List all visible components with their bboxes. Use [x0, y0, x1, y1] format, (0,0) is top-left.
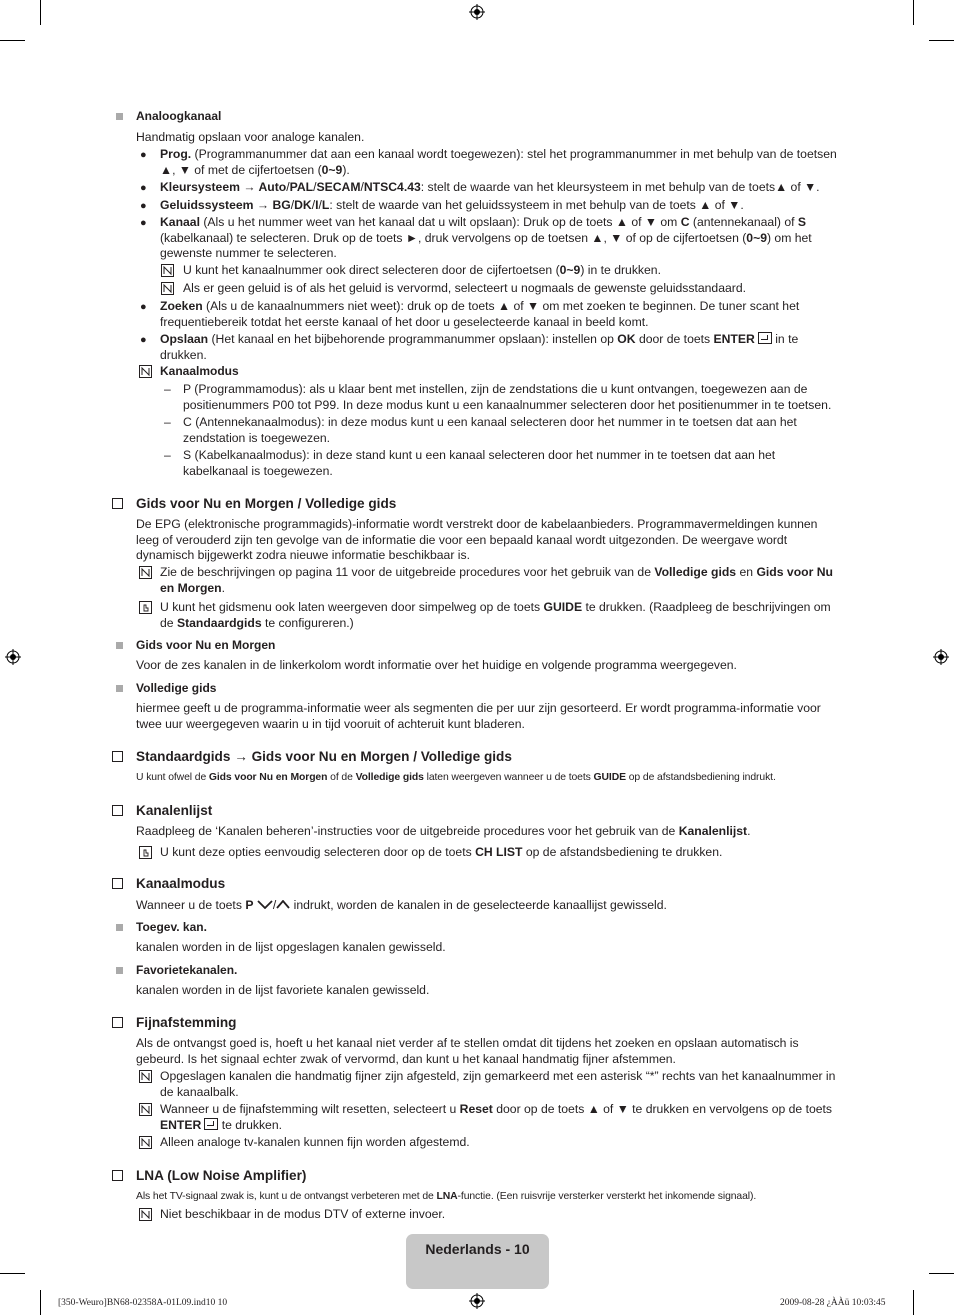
registration-mark-icon — [933, 649, 949, 665]
note-icon — [139, 1136, 152, 1149]
checkbox-bullet-icon — [112, 751, 123, 762]
note-icon — [139, 1208, 152, 1221]
section-heading: Fijnafstemming — [136, 1015, 237, 1030]
crop-mark — [40, 0, 41, 25]
bullet-icon: ● — [140, 149, 147, 161]
note-text: U kunt het kanaalnummer ook direct selecteren door de cijfertoetsen (0~9) in te drukken. — [183, 263, 661, 277]
square-bullet-icon — [116, 642, 123, 649]
sub-heading: Favorietekanalen. — [136, 963, 238, 977]
section-heading: LNA (Low Noise Amplifier) — [136, 1168, 307, 1183]
bullet-icon: ● — [140, 217, 147, 229]
list-item: P (Programmamodus): als u klaar bent met instellen, zijn de zendstations die u kunt ontvangen, toegewezen aan de positienummers P00 tot P99. In deze modus kunt u een kanaalnummer selecteren door het positienummer in te toetsen. — [183, 382, 832, 412]
section-heading: Analoogkanaal — [136, 109, 222, 123]
tip-text: U kunt deze opties eenvoudig selecteren door op de toets CH LIST op de afstandsbediening te drukken. — [160, 845, 723, 859]
list-item: Kleursysteem → Auto/PAL/SECAM/NTSC4.43: stelt de waarde van het kleursysteem in met behulp van de toets▲ of ▼. — [160, 180, 820, 194]
checkbox-bullet-icon — [112, 805, 123, 816]
square-bullet-icon — [116, 967, 123, 974]
section-heading: Gids voor Nu en Morgen / Volledige gids — [136, 496, 397, 511]
square-bullet-icon — [116, 924, 123, 931]
note-text: Opgeslagen kanalen die handmatig fijner zijn afgesteld, zijn gemarkeerd met een asterisk “*” rechts van het kanaalnummer in de kanaalbalk. — [160, 1069, 836, 1099]
list-item: Prog. (Programmanummer dat aan een kanaal wordt toegewezen): stel het programmanummer in met behulp van de toetsen ▲, ▼ of met de cijfertoetsen (0~9). — [160, 147, 837, 177]
list-item: C (Antennekanaalmodus): in deze modus kunt u een kanaal selecteren door het nummer in te toetsen dat aan het zendstation is toegewezen. — [183, 415, 797, 445]
paragraph: Raadpleeg de ‘Kanalen beheren’-instructies voor de uitgebreide procedures voor het gebruik van de Kanalenlijst. — [136, 824, 751, 838]
remote-hand-icon — [139, 601, 152, 614]
bullet-icon: ● — [140, 200, 147, 212]
dash-bullet: – — [164, 382, 171, 396]
list-item: Zoeken (Als u de kanaalnummers niet weet): druk op de toets ▲ of ▼ om met zoeken te beginnen. De tuner scant het frequentiebereik totdat het eerste kanaal of het door u geselecteerde kanaal in beeld komt. — [160, 299, 800, 329]
bullet-icon: ● — [140, 334, 147, 346]
remote-hand-icon — [139, 846, 152, 859]
paragraph: De EPG (elektronische programmagids)-informatie wordt verstrekt door de kabelaanbieders. Programmavermeldingen kunnen leeg of verouderd zijn ten gevolge van de informatie die voor een bepaald kanaal wordt uitgezonden. De weergave wordt dynamisch bijgewerkt zodra nieuwe informatie beschikbaar is. — [136, 517, 818, 562]
enter-key-icon — [204, 1118, 218, 1130]
note-icon — [139, 1070, 152, 1083]
note-text: Als er geen geluid is of als het geluid is vervormd, selecteert u nogmaals de gewenste geluidsstandaard. — [183, 281, 746, 295]
print-slug-left: [350-Weuro]BN68-02358A-01L09.ind10 10 — [58, 1298, 228, 1308]
note-icon — [139, 365, 152, 378]
note-text: Alleen analoge tv-kanalen kunnen fijn worden afgestemd. — [160, 1135, 470, 1149]
note-text: Niet beschikbaar in de modus DTV of externe invoer. — [160, 1207, 446, 1221]
list-item: Opslaan (Het kanaal en het bijbehorende programmanummer opslaan): instellen op OK door de toets ENTER in te drukken. — [160, 332, 799, 362]
crop-mark — [40, 1290, 41, 1315]
bullet-icon: ● — [140, 301, 147, 313]
square-bullet-icon — [116, 685, 123, 692]
page-number: Nederlands - 10 — [425, 1241, 530, 1257]
sub-heading: Volledige gids — [136, 681, 217, 695]
section-heading: Kanalenlijst — [136, 803, 213, 818]
crop-mark — [929, 1273, 954, 1274]
print-slug-right: 2009-08-28 ¿ÀÀü 10:03:45 — [780, 1298, 886, 1308]
enter-key-icon — [758, 332, 772, 344]
checkbox-bullet-icon — [112, 878, 123, 889]
note-icon — [161, 264, 174, 277]
registration-mark-icon — [469, 4, 485, 20]
list-item: Geluidssysteem → BG/DK/I/L: stelt de waarde van het geluidssysteem in met behulp van de toets ▲ of ▼. — [160, 198, 744, 212]
checkbox-bullet-icon — [112, 498, 123, 509]
paragraph: Wanneer u de toets P / indrukt, worden de kanalen in de geselecteerde kanaallijst gewisseld. — [136, 898, 667, 912]
crop-mark — [0, 40, 25, 41]
paragraph: kanalen worden in de lijst opgeslagen kanalen gewisseld. — [136, 940, 446, 954]
sub-heading: Toegev. kan. — [136, 920, 207, 934]
list-item: S (Kabelkanaalmodus): in deze stand kunt u een kanaal selecteren door het nummer in te toetsen dat aan het kabelkanaal is toegewezen. — [183, 448, 776, 478]
paragraph: U kunt ofwel de Gids voor Nu en Morgen of de Volledige gids laten weergeven wanneer u de toets GUIDE op de afstandsbediening indrukt. — [136, 772, 776, 783]
crop-mark — [913, 1290, 914, 1315]
section-heading: Standaardgids → Gids voor Nu en Morgen / Volledige gids — [136, 749, 512, 764]
sub-heading: Kanaalmodus — [160, 364, 239, 378]
crop-mark — [0, 1273, 25, 1274]
sub-heading: Gids voor Nu en Morgen — [136, 638, 276, 652]
dash-bullet: – — [164, 415, 171, 429]
paragraph: Voor de zes kanalen in de linkerkolom wordt informatie over het huidige en volgende programma weergegeven. — [136, 658, 737, 672]
crop-mark — [913, 0, 914, 25]
registration-mark-icon — [5, 649, 21, 665]
paragraph: Als de ontvangst goed is, hoeft u het kanaal niet verder af te stellen omdat dit tijdens het zoeken en opslaan automatisch is gebeurd. Is het signaal echter zwak of vervormd, dan kunt u het kanaal handmatig fijner afstemmen. — [136, 1036, 799, 1066]
paragraph: hiermee geeft u de programma-informatie weer als segmenten die per uur zijn gesorteerd. Er wordt programma-informatie voor twee uur weergegeven waarin u in tijd vooruit of achteruit kunt bladeren. — [136, 701, 821, 731]
tip-text: U kunt het gidsmenu ook laten weergeven door simpelweg op de toets GUIDE te drukken. (Raadpleeg de beschrijvingen om de Standaardgids te configureren.) — [160, 600, 831, 630]
page-number-tab — [406, 1234, 549, 1289]
bullet-icon: ● — [140, 182, 147, 194]
list-item: Kanaal (Als u het nummer weet van het kanaal dat u wilt opslaan): Druk op de toets ▲ of ▼ om C (antennekanaal) of S (kabelkanaal) te selecteren. Druk op de toets ►, druk vervolgens op de toetsen ▲, ▼ of op de cijfertoetsen (0~9) om het gewenste nummer te selecteren. — [160, 215, 812, 260]
dash-bullet: – — [164, 448, 171, 462]
crop-mark — [929, 40, 954, 41]
channel-up-icon — [276, 900, 290, 909]
paragraph: Handmatig opslaan voor analoge kanalen. — [136, 130, 365, 144]
note-icon — [161, 282, 174, 295]
checkbox-bullet-icon — [112, 1017, 123, 1028]
note-text: Wanneer u de fijnafstemming wilt resetten, selecteert u Reset door op de toets ▲ of ▼ te drukken en vervolgens op de toets ENTER te drukken. — [160, 1102, 833, 1132]
channel-down-icon — [257, 900, 273, 909]
note-icon — [139, 1103, 152, 1116]
checkbox-bullet-icon — [112, 1170, 123, 1181]
paragraph: kanalen worden in de lijst favoriete kanalen gewisseld. — [136, 983, 430, 997]
registration-mark-icon — [469, 1293, 485, 1309]
square-bullet-icon — [116, 113, 123, 120]
note-text: Zie de beschrijvingen op pagina 11 voor de uitgebreide procedures voor het gebruik van de Volledige gids en Gids voor Nu en Morgen. — [160, 565, 833, 595]
section-heading: Kanaalmodus — [136, 876, 226, 891]
paragraph: Als het TV-signaal zwak is, kunt u de ontvangst verbeteren met de LNA-functie. (Een ruisvrije versterker versterkt het inkomende signaal). — [136, 1191, 757, 1202]
note-icon — [139, 566, 152, 579]
